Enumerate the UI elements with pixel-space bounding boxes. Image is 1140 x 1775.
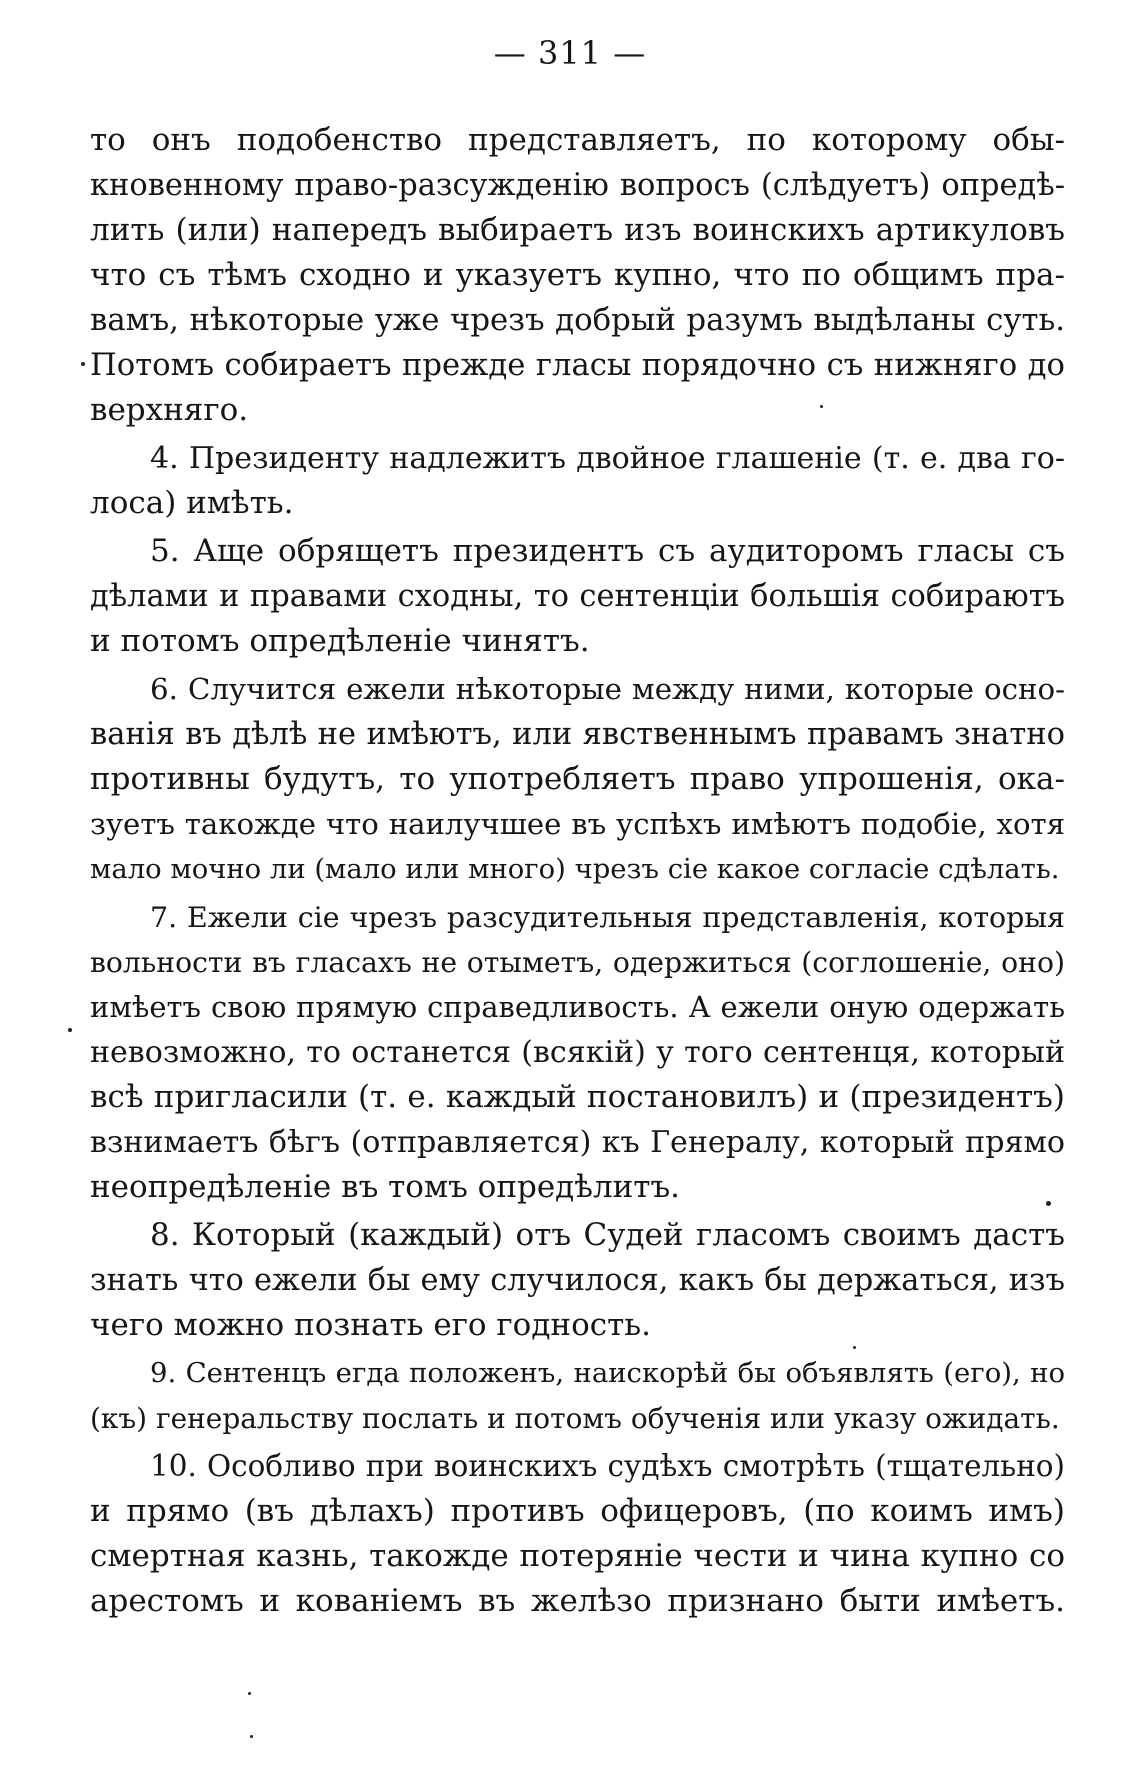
text-line: (къ) генеральству послать и потомъ обученія или указу ожидать. — [90, 1402, 1060, 1435]
text-line: невозможно, то останется (всякій) у того сентенця, который — [90, 1035, 1065, 1070]
scan-speck — [81, 362, 85, 366]
text-line: вамъ, нѣкоторые уже чрезъ добрый разумъ выдѣланы суть. — [90, 302, 1065, 338]
text-line: вольности въ гласахъ не отыметъ, одержиться (соглошеніе, оно) — [90, 946, 1065, 979]
text-line: что съ тѣмъ сходно и указуетъ купно, что по общимъ пра- — [90, 257, 1065, 293]
text-line: имѣетъ свою прямую справедливость. А ежели оную одержать — [90, 990, 1065, 1024]
text-line: и потомъ опредѣленіе чинятъ. — [90, 623, 590, 659]
scan-speck — [248, 1692, 251, 1695]
text-line: 10. Особливо при воинскихъ судѣхъ смотрѣть (тщательно) — [150, 1449, 1065, 1483]
text-line: то онъ подобенство представляетъ, по которому обы- — [90, 122, 1065, 158]
text-line: ванія въ дѣлѣ не имѣютъ, или явственнымъ правамъ знатно — [90, 717, 1065, 752]
text-line: мало мочно ли (мало или много) чрезъ сіе какое согласіе сдѣлать. — [90, 854, 1060, 885]
text-line: смертная казнь, такожде потеряніе чести и чина купно со — [90, 1538, 1065, 1574]
scan-speck — [68, 1028, 72, 1032]
text-line: неопредѣленіе въ томъ опредѣлитъ. — [90, 1169, 681, 1205]
text-line: чего можно познать его годность. — [90, 1307, 651, 1343]
text-line: взнимаетъ бѣгъ (отправляется) къ Генералу, который прямо — [90, 1125, 1065, 1160]
text-line: арестомъ и кованіемъ въ желѣзо признано быти имѣетъ. — [90, 1583, 1065, 1619]
text-line: знать что ежели бы ему случилося, какъ бы держаться, изъ — [90, 1263, 1065, 1298]
text-line: всѣ пригласили (т. е. каждый постановилъ) и (президентъ) — [90, 1079, 1065, 1115]
text-line: лоса) имѣть. — [90, 485, 294, 521]
text-line: и прямо (въ дѣлахъ) противъ офицеровъ, (по коимъ имъ) — [90, 1493, 1065, 1529]
text-line: 6. Случится ежели нѣкоторые между ними, которые осно- — [150, 672, 1065, 706]
text-line: кновенному право-разсужденію вопросъ (слѣдуетъ) опредѣ- — [90, 168, 1065, 203]
text-line: 5. Аще обрящетъ президентъ съ аудиторомъ гласы съ — [150, 533, 1065, 569]
page-number: — 311 — — [493, 34, 647, 72]
text-line: 7. Ежели сіе чрезъ разсудительныя представленія, которыя — [150, 901, 1065, 934]
text-line: 4. Президенту надлежитъ двойное глашеніе (т. е. два го- — [150, 441, 1065, 476]
page-text — [90, 118, 1065, 1624]
scan-speck — [853, 1346, 856, 1349]
text-line: противны будутъ, то употребляетъ право упрошенія, ока- — [90, 761, 1065, 797]
text-line: 9. Сентенцъ егда положенъ, наискорѣй бы объявлять (его), но — [150, 1357, 1065, 1389]
text-line: верхняго. — [90, 392, 249, 428]
text-line: дѣлами и правами сходны, то сентенціи большія собираютъ — [90, 579, 1065, 614]
scan-speck — [820, 405, 823, 408]
text-line: 8. Который (каждый) отъ Судей гласомъ своимъ дастъ — [150, 1217, 1065, 1253]
text-line: Потомъ собираетъ прежде гласы порядочно съ нижняго до — [90, 348, 1065, 383]
text-line: лить (или) напередъ выбираетъ изъ воинскихъ артикуловъ — [90, 212, 1065, 248]
text-line: зуетъ такожде что наилучшее въ успѣхъ имѣютъ подобіе, хотя — [90, 807, 1065, 841]
scan-speck — [250, 1735, 253, 1738]
scan-speck — [1046, 1201, 1051, 1206]
